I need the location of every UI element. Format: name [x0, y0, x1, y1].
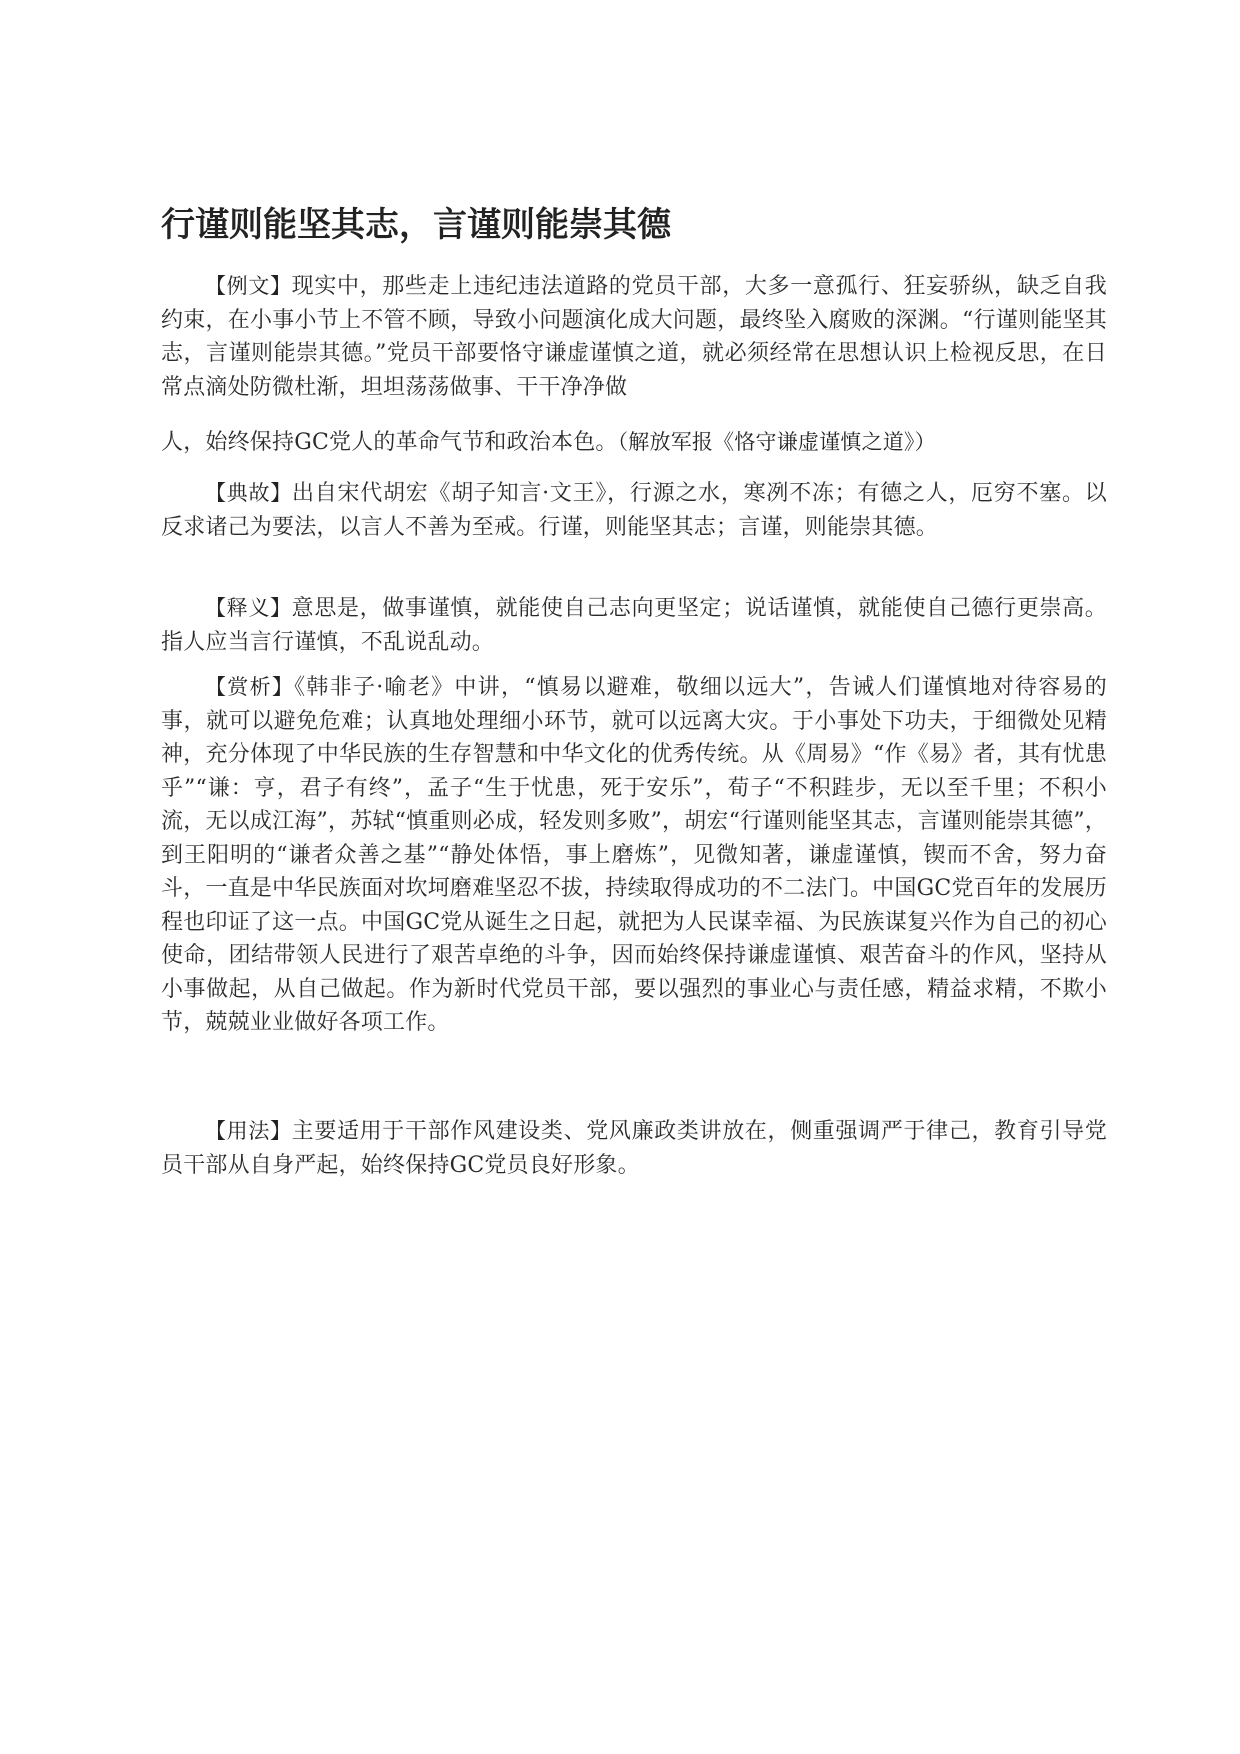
section-tag-meaning: 【释义】	[205, 596, 292, 620]
paragraph-appreciation	[161, 671, 1107, 1040]
document-title: 行谨则能坚其志，言谨则能崇其德	[161, 205, 671, 245]
section-tag-example: 【例文】	[205, 274, 292, 298]
allusion-text: 出自宋代胡宏《胡子知言·文王》，行源之水，寒冽不冻；有德之人，厄穷不塞。以反求诸己为要法，以言人不善为至戒。行谨，则能坚其志；言谨，则能崇其德。	[161, 481, 1107, 540]
paragraph-meaning	[161, 592, 1107, 659]
example-text: 现实中，那些走上违纪违法道路的党员干部，大多一意孤行、狂妄骄纵，缺乏自我约束，在小事小节上不管不顾，导致小问题演化成大问题，最终坠入腐败的深渊。“行谨则能坚其志，言谨则能崇其德。”党员干部要恪守谦虚谨慎之道，就必须经常在思想认识上检视反思，在日常点滴处防微杜渐，坦坦荡荡做事、干干净净做	[161, 274, 1107, 400]
example-source: （解放军报《恪守谦虚谨慎之道》）	[617, 430, 936, 454]
appreciation-text: 《韩非子·喻老》中讲，“慎易以避难，敬细以远大”，告诫人们谨慎地对待容易的事，就可以避免危难；认真地处理细小环节，就可以远离大灾。于小事处下功夫，于细微处见精神，充分体现了中华民族的生存智慧和中华文化的优秀传统。从《周易》“作《易》者，其有忧患乎”“谦：亨，君子有终”，孟子“生于忧患，死于安乐”，荀子“不积跬步，无以至千里；不积小流，无以成江海”，苏轼“慎重则必成，轻发则多败”，胡宏“行谨则能坚其志，言谨则能崇其德”，到王阳明的“谦者众善之基”“静处体悟，事上磨炼”，见微知著，谦虚谨慎，锲而不舍，努力奋斗，一直是中华民族面对坎坷磨难坚忍不拔，持续取得成功的不二法门。中国GC党百年的发展历程也印证了这一点。中国GC党从诞生之日起，就把为人民谋幸福、为民族谋复兴作为自己的初心使命，团结带领人民进行了艰苦卓绝的斗争，因而始终保持谦虚谨慎、艰苦奋斗的作风，坚持从小事做起，从自己做起。作为新时代党员干部，要以强烈的事业心与责任感，精益求精，不欺小节，兢兢业业做好各项工作。	[161, 675, 1107, 1035]
example-tail	[161, 426, 1107, 460]
paragraph-allusion	[161, 477, 1107, 544]
section-tag-allusion: 【典故】	[205, 481, 292, 505]
section-tag-usage: 【用法】	[205, 1119, 292, 1143]
usage-text: 主要适用于干部作风建设类、党风廉政类讲放在，侧重强调严于律己，教育引导党员干部从自身严起，始终保持GC党员良好形象。	[161, 1119, 1107, 1178]
paragraph-example	[161, 270, 1107, 460]
example-tail-text: 人，始终保持GC党人的革命气节和政治本色。	[161, 430, 618, 455]
meaning-text: 意思是，做事谨慎，就能使自己志向更坚定；说话谨慎，就能使自己德行更崇高。指人应当言行谨慎，不乱说乱动。	[161, 596, 1107, 655]
section-tag-appreciation: 【赏析】	[205, 675, 295, 699]
paragraph-usage	[161, 1115, 1107, 1182]
